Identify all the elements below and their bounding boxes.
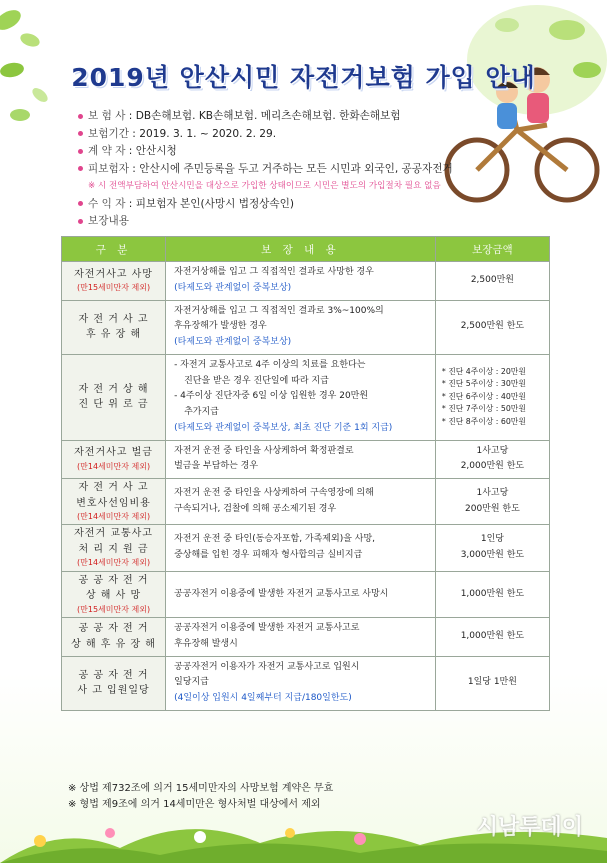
bullet-icon bbox=[78, 166, 83, 171]
amount-line: 1일당 1만원 bbox=[467, 677, 517, 688]
bullet-icon bbox=[78, 114, 83, 119]
row-amount bbox=[435, 300, 549, 354]
table-row bbox=[62, 656, 550, 710]
table-row bbox=[62, 618, 550, 657]
row-description bbox=[166, 354, 436, 440]
table-row bbox=[62, 440, 550, 479]
table-row bbox=[62, 300, 550, 354]
amount-line: 2,000만원 한도 bbox=[460, 461, 525, 472]
row-category bbox=[62, 618, 166, 657]
table-row bbox=[62, 525, 550, 571]
info-insured: 피보험자 : 안산시에 주민등록을 두고 거주하는 모든 시민과 외국인, 공공자전거 bbox=[78, 161, 548, 179]
info-insurer: 보 험 사 : DB손해보험. KB손해보험. 메리츠손해보험. 한화손해보험 bbox=[78, 108, 548, 126]
footnote-1: ※ 상법 제732조에 의거 15세미만자의 사망보험 계약은 무효 bbox=[68, 783, 334, 794]
bullet-icon bbox=[78, 149, 83, 154]
amount-line: 3,000만원 한도 bbox=[460, 550, 525, 561]
row-description bbox=[166, 300, 436, 354]
header-category: 구 분 bbox=[62, 237, 166, 262]
row-category bbox=[62, 479, 166, 525]
description-note: (타제도와 관계없이 중복보상, 최초 진단 기준 1회 지급) bbox=[174, 422, 393, 433]
amount-line: * 진단 6주이상 : 40만원 bbox=[441, 391, 526, 401]
row-category bbox=[62, 440, 166, 479]
table-row bbox=[62, 479, 550, 525]
row-amount bbox=[435, 354, 549, 440]
description-line: 추가지급 bbox=[184, 407, 219, 417]
table-row bbox=[62, 571, 550, 617]
amount-line: 2,500만원 bbox=[470, 274, 514, 285]
description-line: - 자전거 교통사고로 4주 이상의 치료를 요한다는 bbox=[174, 359, 366, 370]
category-label: 상 해 사 망 bbox=[85, 590, 142, 602]
category-label: 진 단 위 로 금 bbox=[78, 399, 149, 411]
amount-line: * 진단 8주이상 : 60만원 bbox=[441, 416, 526, 426]
description-note: (타제도와 관계없이 중복보상) bbox=[174, 337, 292, 347]
description-line: 진단을 받은 경우 진단일에 따라 지급 bbox=[184, 375, 329, 386]
category-label: 공 공 자 전 거 bbox=[78, 669, 149, 681]
row-category bbox=[62, 571, 166, 617]
description-line: 자전거 운전 중 타인을 사상케하여 구속영장에 의해 bbox=[174, 487, 374, 498]
amount-line: 1,000만원 한도 bbox=[460, 588, 525, 599]
category-label: 처 리 지 원 금 bbox=[78, 543, 149, 555]
category-label: 상 해 후 유 장 해 bbox=[71, 638, 156, 650]
row-amount bbox=[435, 479, 549, 525]
amount-line: 1,000만원 한도 bbox=[460, 631, 525, 642]
row-category bbox=[62, 262, 166, 301]
amount-line: 1사고당 bbox=[476, 487, 509, 498]
category-label: 자전거사고 사망 bbox=[74, 268, 153, 280]
description-line: 자전거상해를 입고 그 직접적인 결과로 3%~100%의 bbox=[174, 305, 384, 316]
bullet-icon bbox=[78, 131, 83, 136]
row-amount bbox=[435, 656, 549, 710]
row-amount bbox=[435, 262, 549, 301]
row-amount bbox=[435, 440, 549, 479]
row-description bbox=[166, 618, 436, 657]
category-label: 자전거 교통사고 bbox=[74, 528, 153, 540]
row-amount bbox=[435, 618, 549, 657]
amount-line: * 진단 7주이상 : 50만원 bbox=[441, 404, 526, 414]
category-note: (만15세미만자 제외) bbox=[77, 604, 151, 614]
info-beneficiary: 수 익 자 : 피보험자 본인(사망시 법정상속인) bbox=[78, 196, 548, 214]
description-line: 공공자전거 이용중에 발생한 자전거 교통사고로 bbox=[174, 623, 360, 634]
amount-line: * 진단 5주이상 : 30만원 bbox=[441, 379, 526, 389]
info-note: ※ 시 전액부담하여 안산시민을 대상으로 가입한 상태이므로 시민은 별도의 가입절차 필요 없음 bbox=[88, 181, 441, 191]
category-label: 공 공 자 전 거 bbox=[78, 623, 149, 635]
category-label: 공 공 자 전 거 bbox=[78, 574, 149, 586]
category-note: (만15세미만자 제외) bbox=[77, 283, 151, 293]
description-line: 자전거 운전 중 타인을 사상케하여 확정판결로 bbox=[174, 445, 354, 456]
row-description bbox=[166, 440, 436, 479]
info-period: 보험기간 : 2019. 3. 1. ~ 2020. 2. 29. bbox=[78, 126, 548, 144]
row-amount bbox=[435, 571, 549, 617]
table-row bbox=[62, 262, 550, 301]
info-coverage-heading: 보장내용 bbox=[78, 213, 548, 231]
row-amount bbox=[435, 525, 549, 571]
description-line: 중상해를 입힌 경우 피해자 형사합의금 실비지급 bbox=[174, 550, 363, 561]
description-line: - 4주이상 진단자중 6일 이상 입원한 경우 20만원 bbox=[174, 391, 369, 402]
insurance-info bbox=[78, 108, 548, 231]
row-description bbox=[166, 479, 436, 525]
description-note: (타제도와 관계없이 중복보상) bbox=[174, 282, 292, 293]
coverage-table bbox=[61, 236, 550, 711]
footnote-2: ※ 형법 제9조에 의거 14세미만은 형사처벌 대상에서 제외 bbox=[68, 799, 321, 810]
category-label: 자 전 거 사 고 bbox=[78, 313, 149, 325]
category-note: (만14세미만자 제외) bbox=[77, 461, 151, 471]
row-description bbox=[166, 571, 436, 617]
table-row bbox=[62, 354, 550, 440]
bullet-icon bbox=[78, 219, 83, 224]
row-description bbox=[166, 525, 436, 571]
category-label: 자전거사고 벌금 bbox=[74, 447, 153, 459]
row-description bbox=[166, 656, 436, 710]
row-description bbox=[166, 262, 436, 301]
description-line: 후유장해가 발생한 경우 bbox=[174, 321, 267, 332]
amount-line: * 진단 4주이상 : 20만원 bbox=[441, 366, 526, 376]
category-note: (만14세미만자 제외) bbox=[77, 558, 151, 568]
description-line: 공공자전거 이용중에 발생한 자전거 교통사고로 사망시 bbox=[174, 588, 389, 599]
row-category bbox=[62, 354, 166, 440]
description-note: (4일이상 입원시 4일째부터 지급/180일한도) bbox=[174, 693, 352, 704]
description-line: 후유장해 발생시 bbox=[174, 638, 238, 649]
info-contractor: 계 약 자 : 안산시청 bbox=[78, 143, 548, 161]
description-line: 공공자전거 이용자가 자전거 교통사고로 입원시 bbox=[174, 661, 360, 672]
category-label: 사 고 입원일당 bbox=[77, 685, 150, 697]
category-label: 자 전 거 사 고 bbox=[78, 482, 149, 493]
table-header-row bbox=[62, 237, 550, 262]
amount-line: 2,500만원 한도 bbox=[460, 321, 525, 332]
description-line: 구속되거나, 검찰에 의해 공소제기된 경우 bbox=[174, 503, 337, 514]
category-label: 변호사선임비용 bbox=[76, 497, 151, 509]
category-label: 후 유 장 해 bbox=[85, 329, 142, 341]
bullet-icon bbox=[78, 201, 83, 206]
page-title: 2019년 안산시민 자전거보험 가입 안내 bbox=[71, 63, 536, 92]
row-category bbox=[62, 656, 166, 710]
description-line: 벌금을 부담하는 경우 bbox=[174, 461, 259, 472]
row-category bbox=[62, 525, 166, 571]
header-amount: 보장금액 bbox=[435, 237, 549, 262]
header-description: 보 장 내 용 bbox=[166, 237, 436, 262]
watermark-logo: 시남투데이 bbox=[476, 815, 583, 840]
row-category bbox=[62, 300, 166, 354]
amount-line: 200만원 한도 bbox=[465, 503, 520, 514]
amount-line: 1사고당 bbox=[476, 445, 509, 456]
description-line: 자전거상해를 입고 그 직접적인 결과로 사망한 경우 bbox=[174, 267, 374, 277]
amount-line: 1인당 bbox=[480, 534, 504, 545]
description-line: 자전거 운전 중 타인(동승자포함, 가족제외)을 사망, bbox=[174, 534, 376, 545]
category-note: (만14세미만자 제외) bbox=[77, 512, 151, 521]
description-line: 일당지급 bbox=[174, 677, 209, 688]
category-label: 자 전 거 상 해 bbox=[78, 383, 149, 395]
